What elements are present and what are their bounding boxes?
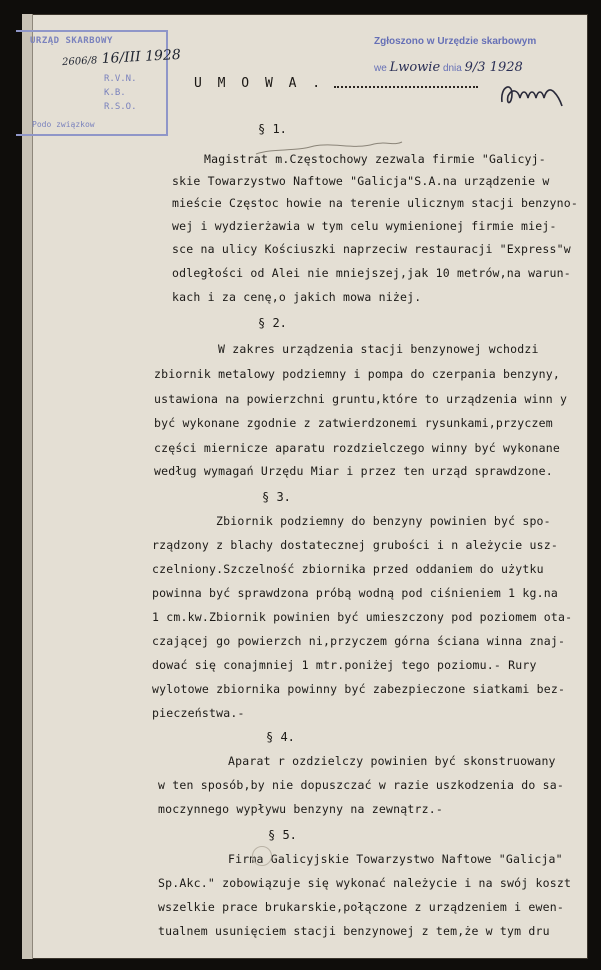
text-line: powinna być sprawdzona próbą wodną pod ciśnieniem 1 kg.na xyxy=(152,586,559,600)
handwritten-number: 2606/8 xyxy=(61,55,98,69)
text-line: zbiornik metalowy podziemny i pompa do czerpania benzyny, xyxy=(154,367,561,381)
text-line: Aparat r ozdzielczy powinien być skonstruowany xyxy=(228,754,556,768)
document-page xyxy=(22,14,588,959)
text-line: w ten sposób,by nie dopuszczać w razie uszkodzenia do sa- xyxy=(158,778,565,792)
section-heading: § 1. xyxy=(258,122,287,136)
registration-stamp-line1: Zgłoszono w Urzędzie skarbowym xyxy=(374,36,537,47)
text-line: Zbiornik podziemny do benzyny powinien być spo- xyxy=(216,514,551,528)
stamp-row: K.B. xyxy=(104,88,126,98)
text-line: Magistrat m.Częstochowy zezwala firmie "Galicyj- xyxy=(204,152,546,166)
punch-hole xyxy=(252,846,272,866)
stamp-title: URZĄD SKARBOWY xyxy=(30,36,113,46)
handwritten-date-text: 16/III 1928 xyxy=(101,46,182,68)
text-line: być wykonane zgodnie z zatwierdzonemi rysunkami,przyczem xyxy=(154,416,553,430)
text-line: pieczeństwa.- xyxy=(152,706,245,720)
text-line: Firma Galicyjskie Towarzystwo Naftowe "Galicja" xyxy=(228,852,563,866)
signature xyxy=(498,76,564,110)
text-line: części miernicze aparatu rozdzielczego winny być wykonane xyxy=(154,441,561,455)
text-line: odległości od Alei nie mniejszej,jak 10 metrów,na warun- xyxy=(172,266,571,280)
text-line: wej i wydzierżawia w tym celu wymienionej firmie miej- xyxy=(172,219,557,233)
stamp-date-label: dnia xyxy=(442,63,462,74)
text-line: Sp.Akc." zobowiązuje się wykonać należycie i na swój koszt xyxy=(158,876,572,890)
text-line: według wymagań Urzędu Miar i przez ten urząd sprawdzone. xyxy=(154,464,553,478)
section-heading: § 3. xyxy=(262,490,291,504)
text-line: tualnem usunięciem stacji benzynowej z tem,że w tym dru xyxy=(158,924,550,938)
text-line: skie Towarzystwo Naftowe "Galicja"S.A.na urządzenie w xyxy=(172,174,550,188)
stamp-place: Lwowie xyxy=(389,60,441,75)
registration-stamp xyxy=(374,36,537,75)
text-line: W zakres urządzenia stacji benzynowej wchodzi xyxy=(218,342,539,356)
section-heading: § 5. xyxy=(268,828,297,842)
document-title: U M O W A . xyxy=(194,76,325,91)
section-heading: § 4. xyxy=(266,730,295,744)
text-line: dować się conajmniej 1 mtr.poniżej tego poziomu.- Rury xyxy=(152,658,537,672)
title-underline xyxy=(334,86,478,88)
text-line: czającej go powierzch ni,przyczem górna ściana winna znaj- xyxy=(152,634,566,648)
text-line: mieście Częstoc howie na terenie ulicznym stacji benzyno- xyxy=(172,196,579,210)
text-line: wszelkie prace brukarskie,połączone z urządzeniem i ewen- xyxy=(158,900,565,914)
stamp-date: 9/3 1928 xyxy=(464,60,523,75)
text-line: moczynnego wypływu benzyny na zewnątrz.- xyxy=(158,802,443,816)
text-line: 1 cm.kw.Zbiornik powinien być umieszczony pod poziomem ota- xyxy=(152,610,573,624)
registration-stamp-line2 xyxy=(374,60,523,75)
text-line: ustawiona na powierzchni gruntu,które to urządzenia winn y xyxy=(154,392,568,406)
text-line: sce na ulicy Kościuszki naprzeciw restauracji "Express"w xyxy=(172,242,571,256)
text-line: rządzony z blachy dostatecznej grubości i n ależycie usz- xyxy=(152,538,559,552)
section-heading: § 2. xyxy=(258,316,287,330)
binding-strip xyxy=(22,14,33,959)
text-line: kach i za cenę,o jakich mowa niżej. xyxy=(172,290,422,304)
tax-office-stamp xyxy=(16,30,168,136)
stamp-prefix: we xyxy=(374,63,387,74)
stamp-row: R.S.O. xyxy=(104,102,137,112)
stamp-footer: Podo związkow xyxy=(32,120,95,129)
stamp-row: R.V.N. xyxy=(104,74,137,84)
text-line: wylotowe zbiornika powinny być zabezpieczone siatkami bez- xyxy=(152,682,566,696)
text-line: czelniony.Szczelność zbiornika przed oddaniem do użytku xyxy=(152,562,544,576)
